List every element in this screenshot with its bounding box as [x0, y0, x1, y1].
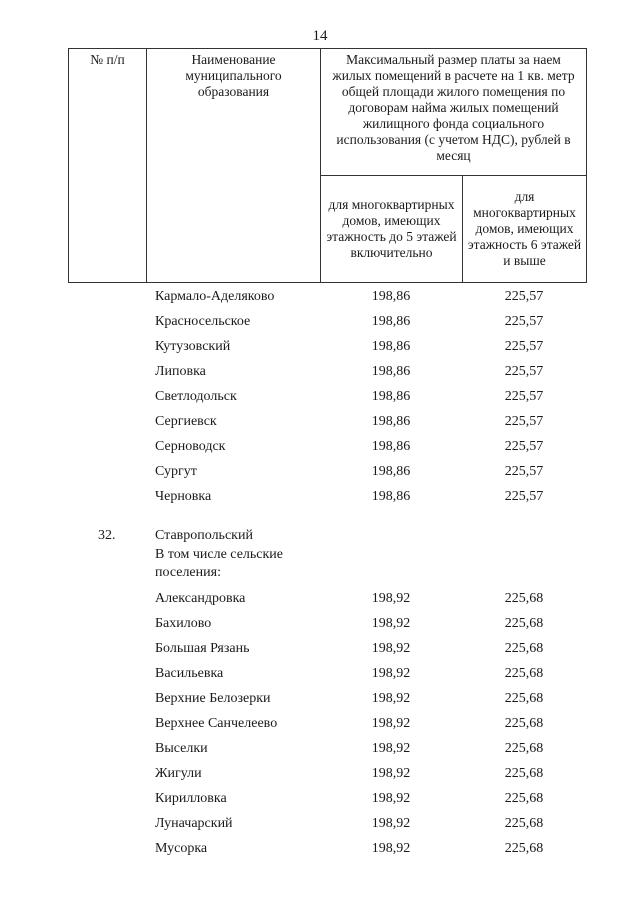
group-number: 32.: [98, 528, 116, 543]
fee-6-plus-floors: 225,57: [504, 414, 544, 429]
fee-up-to-5-floors: 198,92: [371, 791, 411, 806]
settlement-name: Верхние Белозерки: [155, 691, 271, 706]
settlement-name: Серноводск: [155, 439, 226, 454]
settlement-name: Черновка: [155, 489, 212, 504]
settlement-name: Верхнее Санчелеево: [155, 716, 278, 731]
fee-up-to-5-floors: 198,92: [371, 616, 411, 631]
table-row: [0, 761, 640, 786]
fee-up-to-5-floors: 198,86: [371, 489, 411, 504]
settlement-name: Большая Рязань: [155, 641, 250, 656]
fee-up-to-5-floors: 198,92: [371, 741, 411, 756]
fee-6-plus-floors: 225,68: [504, 841, 544, 856]
fee-up-to-5-floors: 198,86: [371, 289, 411, 304]
fee-up-to-5-floors: 198,92: [371, 766, 411, 781]
fee-up-to-5-floors: 198,92: [371, 591, 411, 606]
table-row: [0, 786, 640, 811]
fee-6-plus-floors: 225,68: [504, 791, 544, 806]
fee-6-plus-floors: 225,57: [504, 489, 544, 504]
data-rows: [0, 284, 640, 861]
table-row: [0, 586, 640, 611]
rows-top-list: [0, 284, 640, 509]
settlement-name: Липовка: [155, 364, 206, 379]
settlement-name: Жигули: [155, 766, 202, 781]
table-row: [0, 636, 640, 661]
fee-6-plus-floors: 225,68: [504, 591, 544, 606]
fee-up-to-5-floors: 198,86: [371, 414, 411, 429]
header-col-max-fee: Максимальный размер платы за наем жилых помещений в расчете на 1 кв. метр общей площади жилого помещения по договорам найма жилых помещений жилищного фонда социального использования (с учетом НДС), рублей в месяц: [321, 49, 587, 176]
fee-up-to-5-floors: 198,86: [371, 314, 411, 329]
table-row: [0, 836, 640, 861]
page-number: 14: [312, 28, 328, 44]
table-row: [0, 434, 640, 459]
settlement-name: Сергиевск: [155, 414, 217, 429]
fee-6-plus-floors: 225,68: [504, 716, 544, 731]
table-row: [0, 811, 640, 836]
fee-up-to-5-floors: 198,86: [371, 339, 411, 354]
fee-6-plus-floors: 225,68: [504, 741, 544, 756]
fee-up-to-5-floors: 198,92: [371, 691, 411, 706]
settlement-name: Кармало-Аделяково: [155, 289, 275, 304]
table-row: [0, 459, 640, 484]
table-row: [0, 686, 640, 711]
table-row: [0, 334, 640, 359]
fee-6-plus-floors: 225,57: [504, 314, 544, 329]
table-row: [0, 284, 640, 309]
fee-6-plus-floors: 225,57: [504, 289, 544, 304]
group-name: Ставропольский: [155, 528, 253, 543]
fee-up-to-5-floors: 198,86: [371, 389, 411, 404]
fee-6-plus-floors: 225,57: [504, 464, 544, 479]
table-row: [0, 484, 640, 509]
fee-6-plus-floors: 225,68: [504, 616, 544, 631]
settlement-name: Мусорка: [155, 841, 208, 856]
fee-up-to-5-floors: 198,92: [371, 666, 411, 681]
fee-up-to-5-floors: 198,86: [371, 464, 411, 479]
settlement-name: Красносельское: [155, 314, 251, 329]
fee-6-plus-floors: 225,57: [504, 389, 544, 404]
table-row: [0, 384, 640, 409]
settlement-name: Выселки: [155, 741, 208, 756]
fee-up-to-5-floors: 198,92: [371, 641, 411, 656]
settlement-name: Кутузовский: [155, 339, 231, 354]
fee-6-plus-floors: 225,68: [504, 816, 544, 831]
fee-up-to-5-floors: 198,86: [371, 364, 411, 379]
fee-up-to-5-floors: 198,92: [371, 841, 411, 856]
fee-up-to-5-floors: 198,92: [371, 816, 411, 831]
fee-6-plus-floors: 225,68: [504, 666, 544, 681]
settlement-name: Александровка: [155, 591, 246, 606]
table-row: [0, 661, 640, 686]
table-row: [0, 409, 640, 434]
settlement-name: Луначарский: [155, 816, 233, 831]
fee-6-plus-floors: 225,68: [504, 641, 544, 656]
table-header: [68, 48, 587, 283]
header-col-name: Наименование муниципального образования: [147, 49, 321, 283]
group-subtitle: В том числе сельские поселения:: [155, 547, 284, 580]
fee-6-plus-floors: 225,57: [504, 439, 544, 454]
settlement-name: Васильевка: [155, 666, 224, 681]
fee-up-to-5-floors: 198,86: [371, 439, 411, 454]
settlement-name: Бахилово: [155, 616, 212, 631]
group-header: [0, 523, 640, 586]
settlement-name: Сургут: [155, 464, 197, 479]
fee-up-to-5-floors: 198,92: [371, 716, 411, 731]
table-row: [0, 359, 640, 384]
header-sub-col-6-plus: для многоквартирных домов, имеющих этажность 6 этажей и выше: [463, 176, 587, 283]
header-sub-col-up-to-5: для многоквартирных домов, имеющих этажность до 5 этажей включительно: [321, 176, 463, 283]
settlement-name: Светлодольск: [155, 389, 237, 404]
fee-6-plus-floors: 225,57: [504, 339, 544, 354]
settlement-name: Кирилловка: [155, 791, 227, 806]
rows-bottom-list: [0, 586, 640, 861]
table-row: [0, 309, 640, 334]
table-row: [0, 611, 640, 636]
table-row: [0, 711, 640, 736]
table-row: [0, 736, 640, 761]
fee-6-plus-floors: 225,68: [504, 691, 544, 706]
fee-6-plus-floors: 225,68: [504, 766, 544, 781]
fee-6-plus-floors: 225,57: [504, 364, 544, 379]
header-col-number: № п/п: [69, 49, 147, 283]
